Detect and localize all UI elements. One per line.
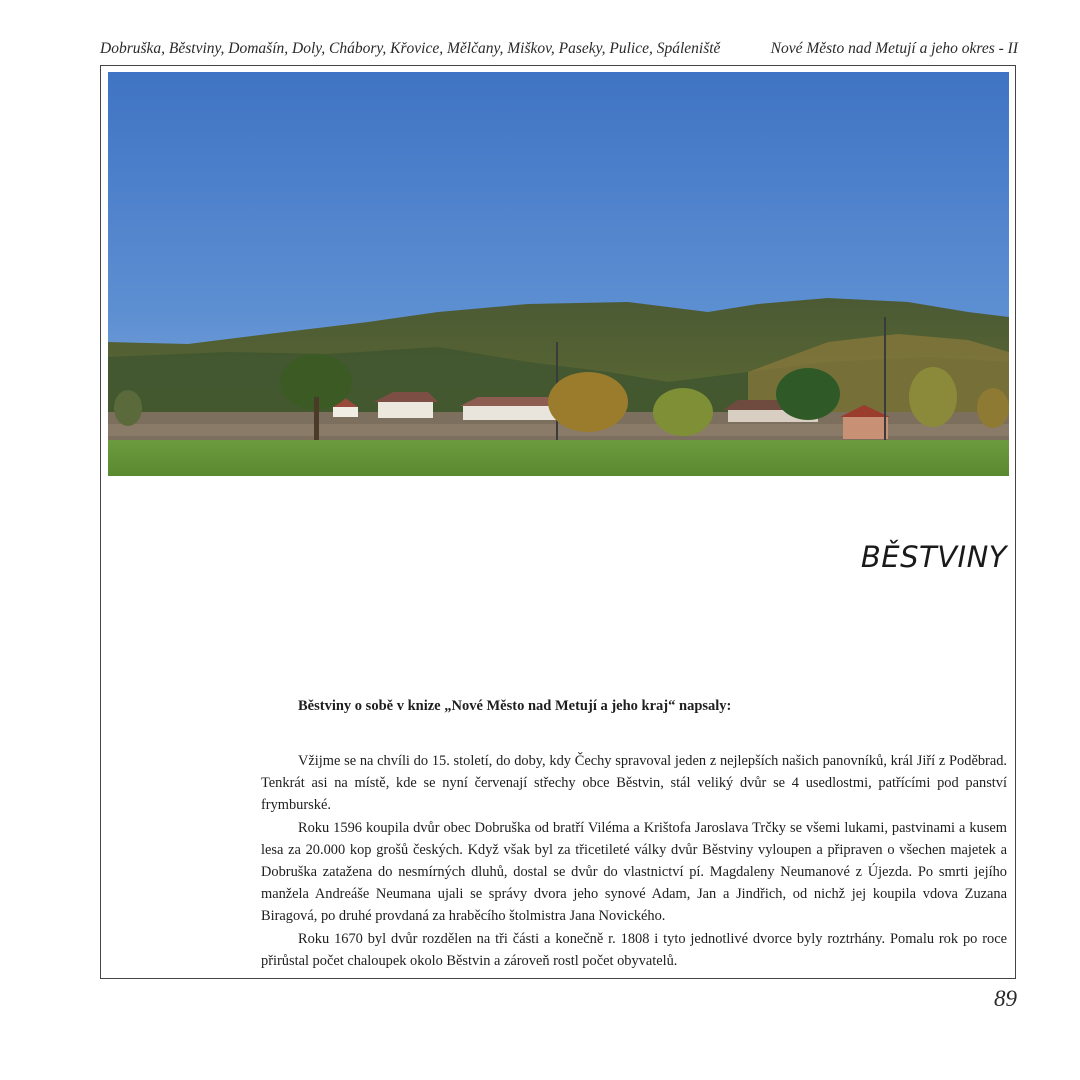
intro-heading: Běstviny o sobě v knize „Nové Město nad Metují a jeho kraj“ napsaly: bbox=[298, 698, 732, 714]
paragraph: Vžijme se na chvíli do 15. století, do doby, kdy Čechy spravoval jeden z nejlepších našich panovníků, král Jiří z Poděbrad. Tenkrát asi na místě, kde se nyní červenají střechy obce Běstvin, stál veliký dvůr se 4 usedlostmi, patřícími pod panství frymburské. bbox=[261, 753, 1007, 814]
running-head-left: Dobruška, Běstviny, Domašín, Doly, Chábory, Křovice, Mělčany, Miškov, Paseky, Pulice, Spáleniště bbox=[100, 40, 721, 57]
chapter-title: BĚSTVINY bbox=[860, 540, 1007, 574]
body-text bbox=[261, 750, 1007, 972]
running-head bbox=[100, 40, 1018, 60]
landscape-photo bbox=[108, 72, 1009, 476]
paragraph: Roku 1670 byl dvůr rozdělen na tři části a konečně r. 1808 i tyto jednotlivé dvorce byly roztrhány. Pomalu rok po roce přirůstal počet chaloupek okolo Běstvin a zároveň rostl počet obyvatelů. bbox=[261, 930, 1007, 969]
page-number: 89 bbox=[994, 986, 1017, 1011]
running-head-right: Nové Město nad Metují a jeho okres - II bbox=[770, 40, 1018, 57]
paragraph: Roku 1596 koupila dvůr obec Dobruška od bratří Viléma a Krištofa Jaroslava Trčky se všemi lukami, pastvinami a kusem lesa za 20.000 kop grošů českých. Když však byl za třicetileté války dvůr Běstviny vyloupen a připraven o všechen majetek a Dobruška zatažena do nesmírných dluhů, dostal se dvůr do vlastnictví pí. Magdaleny Neumanové z Újezda. Po smrti jejího manžela Andreáše Neumana ujali se správy dvora jeho synové Adam, Jan a Jindřich, od nichž jej koupila vdova Zuzana Biragová, po druhé provdaná za hraběcího štolmistra Jana Novického. bbox=[261, 819, 1007, 925]
